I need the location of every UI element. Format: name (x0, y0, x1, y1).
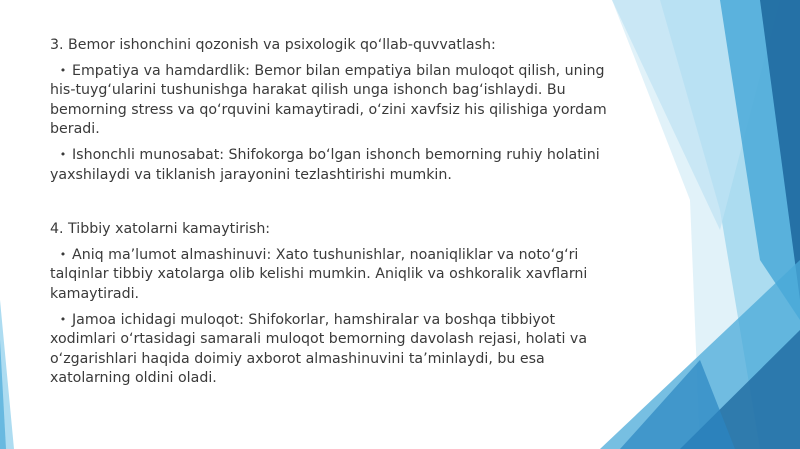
bullet-line: talqinlar tibbiy xatolarga olib kelishi mumkin. Aniqlik va oshkoralik xavflarni (50, 266, 588, 283)
bullet-line: kamaytiradi. (50, 285, 140, 302)
bullet-marker: • (59, 147, 67, 161)
bullet-line: xatolarning oldini oladi. (50, 370, 217, 387)
bullet-line: Empatiya va hamdardlik: Bemor bilan empatiya bilan muloqot qilish, uning (72, 62, 605, 79)
bullet-marker: • (59, 247, 67, 261)
bullet-line: Ishonchli munosabat: Shifokorga bo‘lgan ishonch bemorning ruhiy holatini (72, 146, 600, 163)
bullet-line: beradi. (50, 121, 100, 138)
bullet-trust (50, 146, 610, 185)
bullet-line: Jamoa ichidagi muloqot: Shifokorlar, hamshiralar va boshqa tibbiyot (72, 311, 556, 328)
bullet-line: xodimlari o‘rtasidagi samarali muloqot bemorning davolash rejasi, holati va (50, 331, 588, 348)
bullet-line: yaxshilaydi va tiklanish jarayonini tezlashtirishi mumkin. (50, 166, 452, 183)
bullet-line: o‘zgarishlari haqida doimiy axborot almashinuvini ta’minlaydi, bu esa (50, 350, 545, 367)
bullet-empathy (50, 62, 610, 140)
bullet-team-communication (50, 311, 610, 389)
section-spacer (50, 185, 610, 204)
slide-content (50, 36, 610, 389)
bullet-line: Aniq ma’lumot almashinuvi: Xato tushunishlar, noaniqliklar va noto‘g‘ri (72, 246, 579, 263)
bullet-marker: • (59, 312, 67, 326)
bullet-accurate-info (50, 246, 610, 305)
section-4-heading: 4. Tibbiy xatolarni kamaytirish: (50, 221, 271, 238)
bullet-marker: • (59, 63, 67, 77)
bullet-line: bemorning stress va qo‘rquvini kamaytiradi, o‘zini xavfsiz his qilishiga yordam (50, 101, 607, 118)
bullet-line: his-tuyg‘ularini tushunishga harakat qilish unga ishonch bag‘ishlaydi. Bu (50, 82, 566, 99)
section-3-heading: 3. Bemor ishonchini qozonish va psixologik qo‘llab-quvvatlash: (50, 37, 496, 53)
